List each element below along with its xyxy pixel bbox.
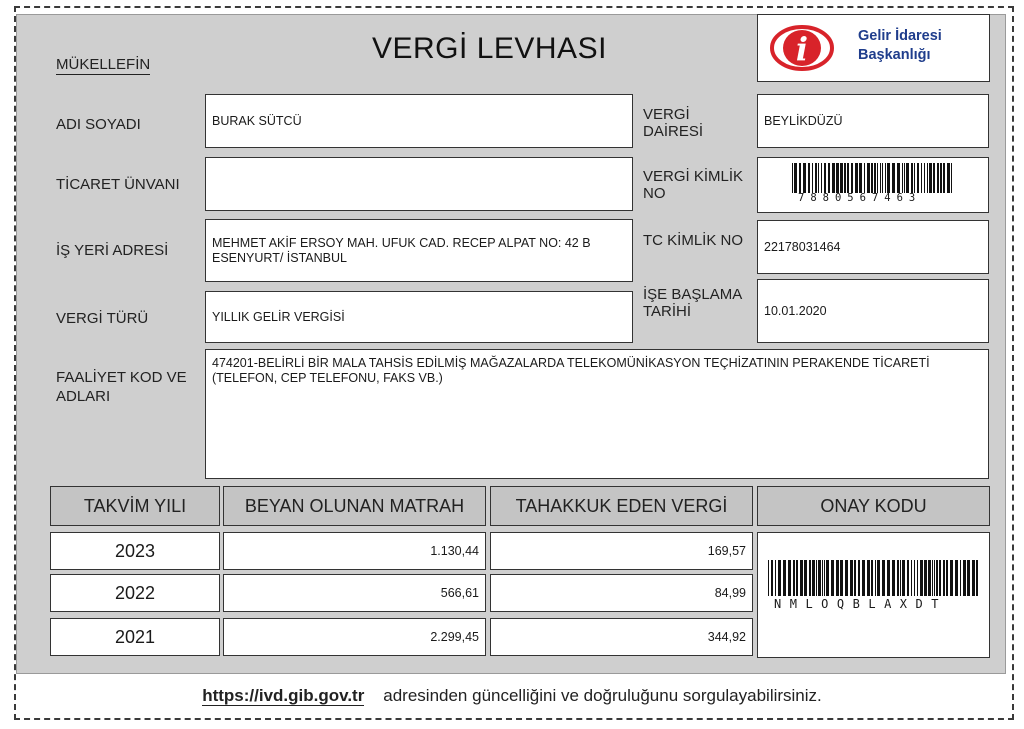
barcode-bar <box>840 163 843 193</box>
barcode-bar <box>808 163 810 193</box>
barcode-bar <box>887 560 890 596</box>
barcode-bar <box>933 163 935 193</box>
label-ticaret-unvani: TİCARET ÜNVANI <box>56 176 180 193</box>
barcode-bar <box>826 560 829 596</box>
label-vergi-kimlik-no: VERGİ KİMLİK NO <box>643 168 744 202</box>
value-faaliyet: 474201-BELİRLİ BİR MALA TAHSİS EDİLMİŞ MAĞAZALARDA TELEKOMÜNİKASYON TEÇHİZATININ PERAKENDE TİCARETİ (TELEFON, CEP TELEFONU, FAKS VB.) <box>205 349 989 479</box>
header-tahakkuk-vergi: TAHAKKUK EDEN VERGİ <box>490 486 753 526</box>
table-row-vergi: 84,99 <box>490 574 753 612</box>
barcode-bar <box>783 560 786 596</box>
barcode-bar <box>831 560 834 596</box>
logo-line-1: Gelir İdaresi <box>858 28 942 44</box>
barcode-bar <box>816 560 817 596</box>
barcode-bar <box>794 163 797 193</box>
taxpayer-heading: MÜKELLEFİN <box>56 56 151 73</box>
barcode-bar <box>812 163 813 193</box>
value-ticaret-unvani <box>205 157 633 211</box>
barcode-bar <box>796 560 798 596</box>
barcode-bar <box>924 163 925 193</box>
barcode-bar <box>932 560 933 596</box>
barcode-bar <box>792 163 793 193</box>
barcode-bar <box>976 560 978 596</box>
table-row-matrah: 566,61 <box>223 574 486 612</box>
header-takvim-yili: TAKVİM YILI <box>50 486 220 526</box>
barcode-bar <box>788 560 791 596</box>
barcode-bar <box>851 163 853 193</box>
value-vergi-dairesi: BEYLİKDÜZÜ <box>757 94 989 148</box>
barcode-bar <box>867 560 870 596</box>
barcode-bar <box>822 560 823 596</box>
barcode-bar <box>880 163 881 193</box>
barcode-bar <box>946 560 948 596</box>
barcode-bar <box>924 560 927 596</box>
table-row-matrah: 2.299,45 <box>223 618 486 656</box>
barcode-bar <box>875 560 876 596</box>
barcode-bar <box>877 560 880 596</box>
barcode-bar <box>859 163 862 193</box>
value-vergi-turu: YILLIK GELİR VERGİSİ <box>205 291 633 343</box>
barcode-bar <box>929 163 932 193</box>
logo-text <box>858 27 942 65</box>
barcode-bar <box>955 560 958 596</box>
barcode-bar <box>877 163 878 193</box>
barcode-bar <box>803 163 806 193</box>
barcode-bar <box>967 560 970 596</box>
barcode-bar <box>917 560 918 596</box>
barcode-bar <box>917 163 919 193</box>
label-vergi-dairesi: VERGİ DAİRESİ <box>643 106 704 140</box>
barcode-bar <box>771 560 773 596</box>
verification-footer <box>0 686 1024 706</box>
barcode-bar <box>793 560 795 596</box>
table-row-year: 2022 <box>50 574 220 612</box>
barcode-bar <box>902 163 903 193</box>
barcode-bar <box>840 560 843 596</box>
barcode-bar <box>900 560 901 596</box>
barcode-bar <box>799 163 801 193</box>
barcode-bar <box>950 560 953 596</box>
table-row-vergi: 344,92 <box>490 618 753 656</box>
barcode-bar <box>911 560 912 596</box>
barcode-bar <box>858 560 860 596</box>
barcode-bar <box>907 560 909 596</box>
barcode-bar <box>871 163 873 193</box>
barcode-bar <box>845 560 848 596</box>
barcode-bar <box>963 560 966 596</box>
barcode-bar <box>972 560 975 596</box>
barcode-bar <box>818 560 821 596</box>
barcode-bar <box>960 560 961 596</box>
barcode-bar <box>836 163 839 193</box>
label-faaliyet: FAALİYET KOD VE ADLARI <box>56 369 187 405</box>
table-row-year: 2021 <box>50 618 220 656</box>
verification-text: adresinden güncelliğini ve doğruluğunu sorgulayabilirsiniz. <box>383 686 822 705</box>
value-ise-baslama: 10.01.2020 <box>757 279 989 343</box>
barcode-bar <box>867 163 870 193</box>
barcode-bar <box>882 560 885 596</box>
barcode-bar <box>768 560 769 596</box>
barcode-bar <box>800 560 803 596</box>
barcode-bar <box>914 560 915 596</box>
verification-link[interactable]: https://ivd.gib.gov.tr <box>202 686 365 705</box>
barcode-bar <box>804 560 807 596</box>
value-adi-soyadi: BURAK SÜTCÜ <box>205 94 633 148</box>
barcode-bar <box>937 163 939 193</box>
barcode-bar <box>855 163 858 193</box>
barcode-bar <box>911 163 913 193</box>
barcode-bar <box>934 560 935 596</box>
barcode-bar <box>885 163 886 193</box>
header-beyan-matrah: BEYAN OLUNAN MATRAH <box>223 486 486 526</box>
label-vergi-turu: VERGİ TÜRÜ <box>56 310 149 327</box>
barcode-bar <box>927 163 928 193</box>
table-row-matrah: 1.130,44 <box>223 532 486 570</box>
logo-letter: i <box>795 30 809 68</box>
barcode-bar <box>882 163 883 193</box>
barcode-bar <box>809 560 811 596</box>
approval-code-barcode <box>758 533 989 657</box>
barcode-bar <box>892 163 895 193</box>
tax-id-digits: 7880567463 <box>798 192 922 204</box>
barcode-bar <box>947 163 950 193</box>
barcode-bar <box>920 560 923 596</box>
barcode-bar <box>887 163 890 193</box>
barcode-bar <box>847 163 849 193</box>
barcode-bar <box>943 163 945 193</box>
barcode-bar <box>844 163 846 193</box>
label-ise-baslama: İŞE BAŞLAMA TARİHİ <box>643 286 742 320</box>
value-is-yeri-adresi: MEHMET AKİF ERSOY MAH. UFUK CAD. RECEP ALPAT NO: 42 B ESENYURT/ İSTANBUL <box>205 219 633 282</box>
barcode-bar <box>850 560 853 596</box>
table-row-vergi: 169,57 <box>490 532 753 570</box>
barcode-bar <box>828 163 830 193</box>
barcode-bar <box>812 560 815 596</box>
gib-emblem-icon <box>768 24 840 72</box>
gib-logo <box>757 14 990 82</box>
label-tc-kimlik-no: TC KİMLİK NO <box>643 232 744 249</box>
barcode-bar <box>904 163 905 193</box>
barcode-bar <box>815 163 817 193</box>
barcode-bar <box>824 560 825 596</box>
barcode-bar <box>928 560 931 596</box>
barcode-bar <box>936 560 938 596</box>
header-onay-kodu: ONAY KODU <box>757 486 990 526</box>
barcode-bar <box>864 163 865 193</box>
document-title: VERGİ LEVHASI <box>372 32 607 65</box>
barcode-bar <box>874 163 876 193</box>
barcode-bar <box>832 163 835 193</box>
barcode-bar <box>902 560 905 596</box>
barcode-bar <box>943 560 945 596</box>
approval-code-cell <box>757 532 990 658</box>
table-row-year: 2023 <box>50 532 220 570</box>
barcode-bar <box>778 560 781 596</box>
barcode-bar <box>940 163 942 193</box>
barcode-bar <box>821 163 822 193</box>
barcode-bar <box>871 560 873 596</box>
barcode-bar <box>914 163 915 193</box>
label-adi-soyadi: ADI SOYADI <box>56 116 141 133</box>
logo-line-2: Başkanlığı <box>858 47 931 63</box>
barcode-bar <box>892 560 895 596</box>
barcode-bar <box>921 163 922 193</box>
value-vergi-kimlik-no-barcode <box>757 157 989 213</box>
barcode-bar <box>897 163 900 193</box>
barcode-bar <box>824 163 826 193</box>
barcode-bar <box>818 163 819 193</box>
barcode-bar <box>854 560 856 596</box>
barcode-bar <box>897 560 899 596</box>
label-is-yeri-adresi: İŞ YERİ ADRESİ <box>56 242 169 259</box>
approval-code-text: NMLOQBLAXDT <box>774 597 947 611</box>
value-tc-kimlik-no: 22178031464 <box>757 220 989 274</box>
barcode-bar <box>836 560 839 596</box>
barcode-bar <box>906 163 909 193</box>
barcode-bar <box>775 560 776 596</box>
barcode-bar <box>951 163 952 193</box>
barcode-bar <box>939 560 941 596</box>
barcode-bar <box>862 560 865 596</box>
